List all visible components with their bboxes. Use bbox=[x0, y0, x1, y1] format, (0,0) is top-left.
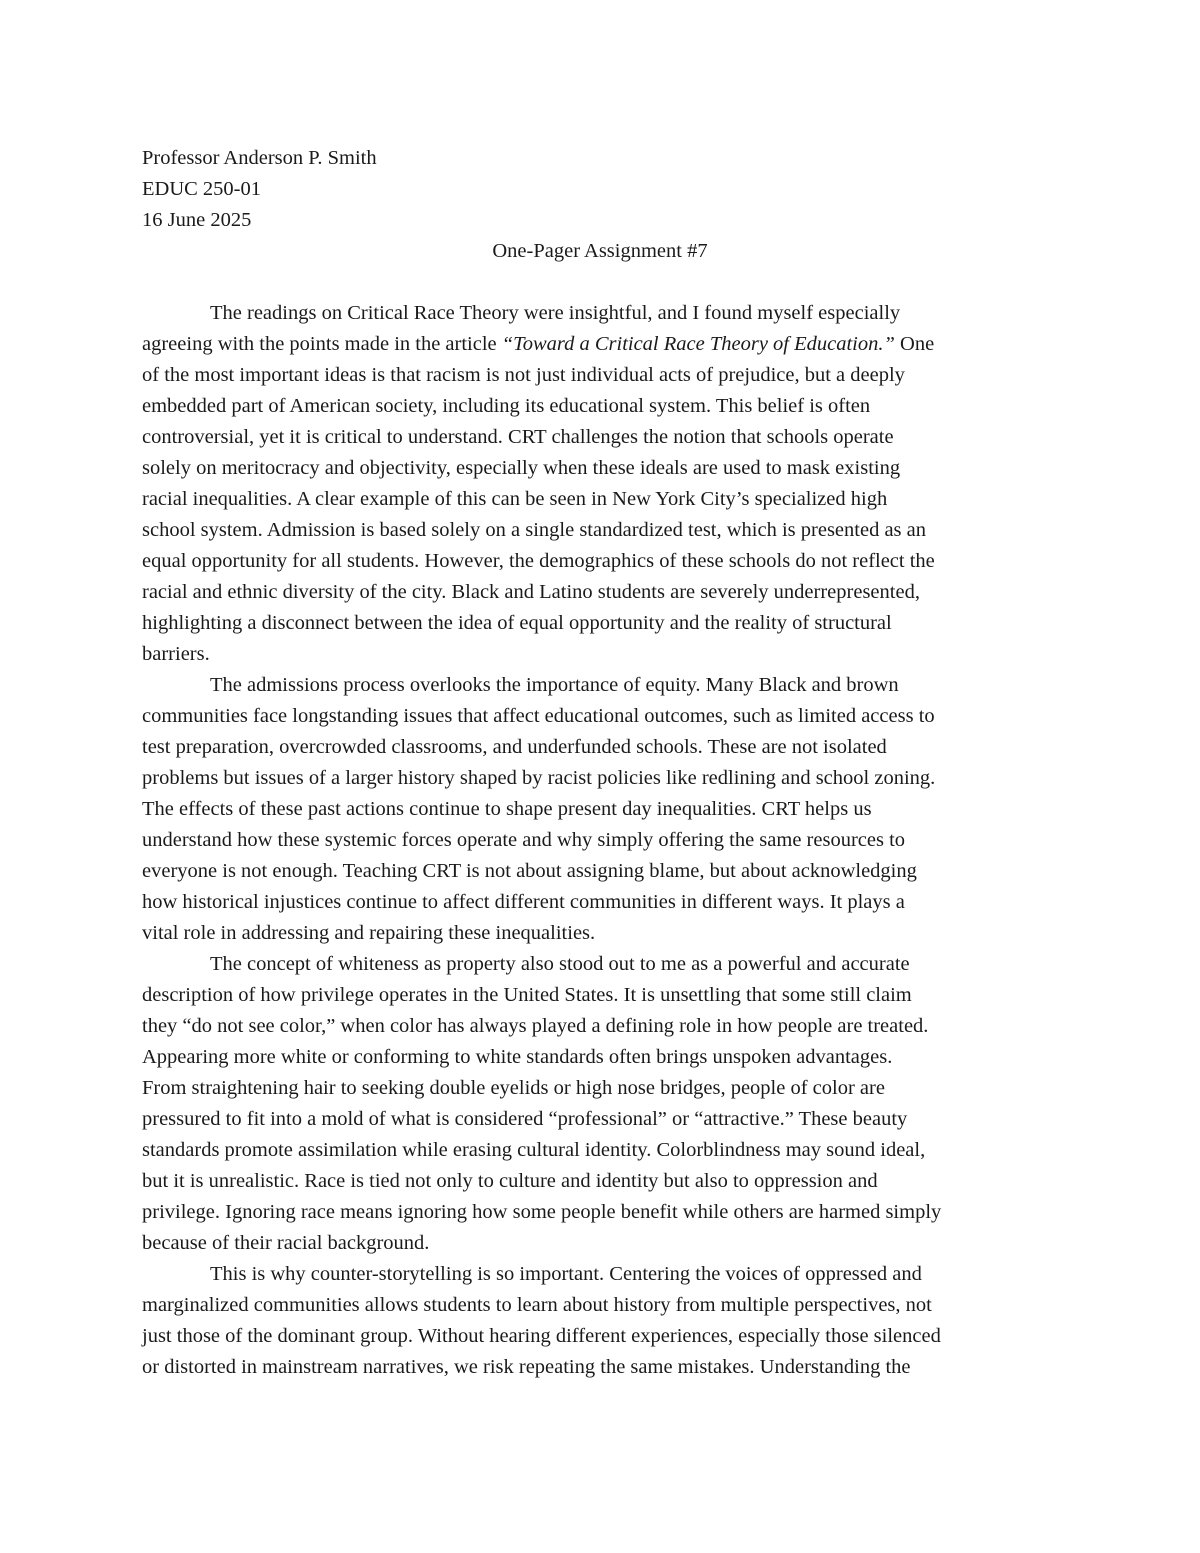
text-line: school system. Admission is based solely on a single standardized test, which is presented as an bbox=[142, 519, 926, 541]
text-line: vital role in addressing and repairing these inequalities. bbox=[142, 922, 596, 944]
text-line: pressured to fit into a mold of what is considered “professional” or “attractive.” These beauty bbox=[142, 1108, 908, 1130]
text-line: just those of the dominant group. Without hearing different experiences, especially those silenced bbox=[142, 1325, 941, 1347]
paragraph-1 bbox=[142, 298, 1062, 670]
text-line: The admissions process overlooks the importance of equity. Many Black and brown bbox=[210, 674, 899, 696]
text-line-with-citation bbox=[142, 329, 1062, 360]
header-block bbox=[142, 143, 377, 236]
text-line: equal opportunity for all students. However, the demographics of these schools do not reflect the bbox=[142, 550, 935, 572]
text-line: of the most important ideas is that racism is not just individual acts of prejudice, but a deeply bbox=[142, 364, 905, 386]
text-line: embedded part of American society, including its educational system. This belief is often bbox=[142, 395, 871, 417]
text-line: marginalized communities allows students to learn about history from multiple perspectives, not bbox=[142, 1294, 932, 1316]
text-line: The readings on Critical Race Theory were insightful, and I found myself especially bbox=[210, 302, 901, 324]
course-code: EDUC 250-01 bbox=[142, 178, 262, 200]
text-line: or distorted in mainstream narratives, we risk repeating the same mistakes. Understanding the bbox=[142, 1356, 911, 1378]
text-line: but it is unrealistic. Race is tied not only to culture and identity but also to oppression and bbox=[142, 1170, 878, 1192]
text-line: This is why counter-storytelling is so important. Centering the voices of oppressed and bbox=[210, 1263, 922, 1285]
text-line: everyone is not enough. Teaching CRT is not about assigning blame, but about acknowledging bbox=[142, 860, 917, 882]
date: 16 June 2025 bbox=[142, 209, 252, 231]
text-line: description of how privilege operates in the United States. It is unsettling that some still claim bbox=[142, 984, 912, 1006]
text-line: because of their racial background. bbox=[142, 1232, 430, 1254]
text-segment: One bbox=[894, 333, 935, 355]
text-line: they “do not see color,” when color has always played a defining role in how people are treated. bbox=[142, 1015, 929, 1037]
text-line: From straightening hair to seeking double eyelids or high nose bridges, people of color are bbox=[142, 1077, 885, 1099]
text-line: test preparation, overcrowded classrooms, and underfunded schools. These are not isolated bbox=[142, 736, 887, 758]
text-line: The concept of whiteness as property also stood out to me as a powerful and accurate bbox=[210, 953, 910, 975]
text-line: racial inequalities. A clear example of this can be seen in New York City’s specialized high bbox=[142, 488, 888, 510]
text-line: how historical injustices continue to affect different communities in different ways. It plays a bbox=[142, 891, 905, 913]
text-line: privilege. Ignoring race means ignoring how some people benefit while others are harmed simply bbox=[142, 1201, 942, 1223]
text-segment: agreeing with the points made in the article bbox=[142, 333, 502, 355]
professor-name: Professor Anderson P. Smith bbox=[142, 147, 377, 169]
text-line: barriers. bbox=[142, 643, 210, 665]
text-line: understand how these systemic forces operate and why simply offering the same resources to bbox=[142, 829, 906, 851]
text-line: problems but issues of a larger history shaped by racist policies like redlining and school zoning. bbox=[142, 767, 936, 789]
text-line: highlighting a disconnect between the idea of equal opportunity and the reality of structural bbox=[142, 612, 892, 634]
page-title: One-Pager Assignment #7 bbox=[492, 240, 708, 262]
article-title-citation: “Toward a Critical Race Theory of Education.” bbox=[501, 333, 895, 355]
text-line: standards promote assimilation while erasing cultural identity. Colorblindness may sound ideal, bbox=[142, 1139, 926, 1161]
paragraph-4 bbox=[142, 1259, 1062, 1383]
text-line: The effects of these past actions continue to shape present day inequalities. CRT helps us bbox=[142, 798, 872, 820]
text-line: controversial, yet it is critical to understand. CRT challenges the notion that schools operate bbox=[142, 426, 894, 448]
text-line: Appearing more white or conforming to white standards often brings unspoken advantages. bbox=[142, 1046, 893, 1068]
text-line: solely on meritocracy and objectivity, especially when these ideals are used to mask existing bbox=[142, 457, 901, 479]
text-line: racial and ethnic diversity of the city. Black and Latino students are severely underrepresented, bbox=[142, 581, 920, 603]
paragraph-3 bbox=[142, 949, 1062, 1259]
document-body bbox=[142, 298, 1062, 1383]
text-line: communities face longstanding issues that affect educational outcomes, such as limited access to bbox=[142, 705, 935, 727]
paragraph-2 bbox=[142, 670, 1062, 949]
